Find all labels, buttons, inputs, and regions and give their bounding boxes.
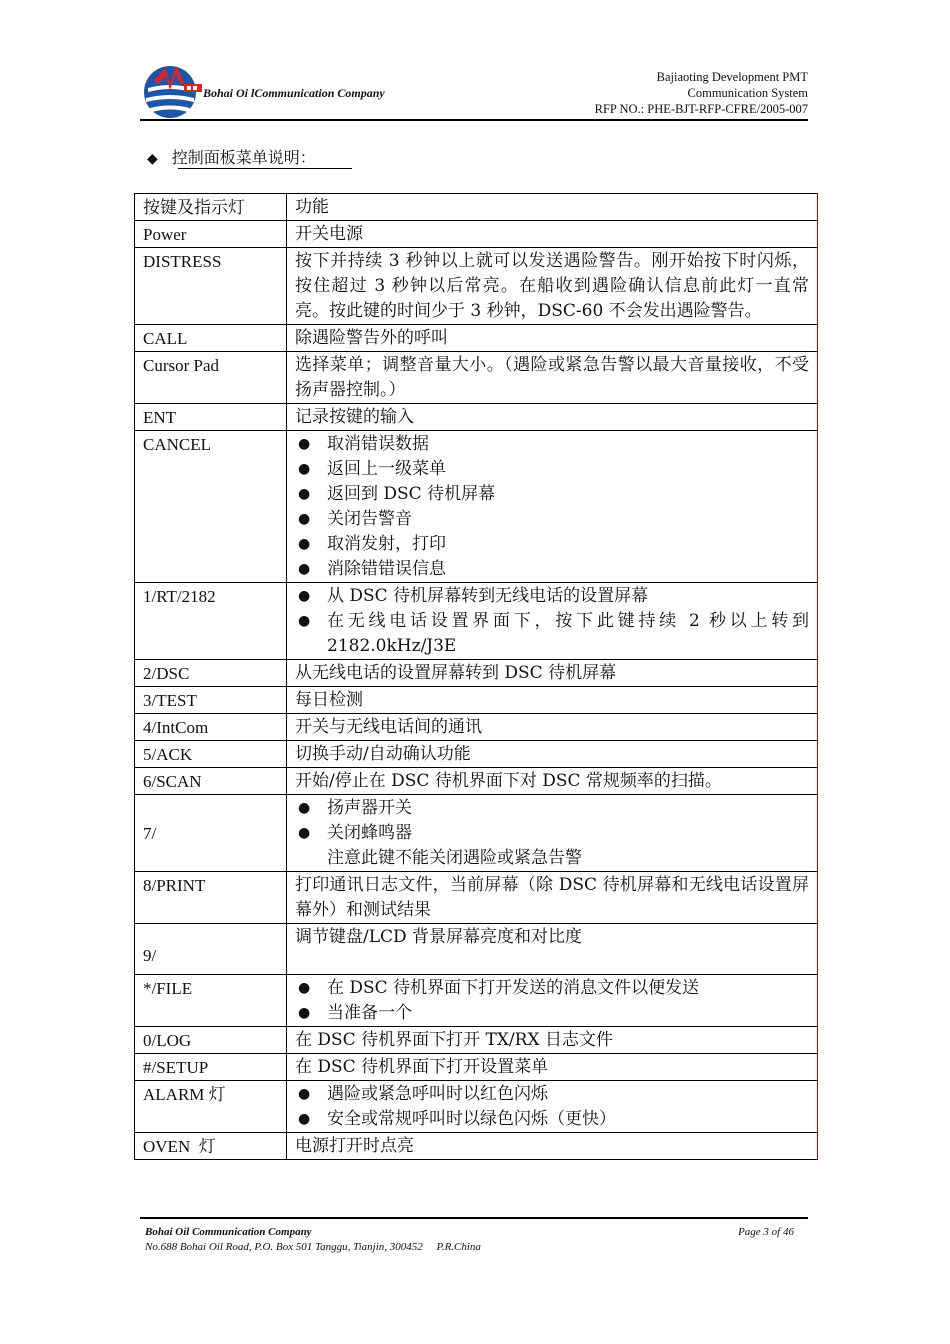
section-title-underline <box>178 168 352 169</box>
table-row <box>135 248 818 325</box>
list-item: ● 取消发射，打印 <box>295 532 809 557</box>
table-row <box>135 583 818 660</box>
bullet-list <box>295 1082 809 1132</box>
table-row <box>135 768 818 795</box>
table-row <box>135 741 818 768</box>
control-panel-table <box>134 193 818 1160</box>
row-key: CALL <box>135 325 287 352</box>
row-key: 2/DSC <box>135 660 287 687</box>
column-header-key: 按键及指示灯 <box>135 194 287 221</box>
row-key: 7/ <box>135 795 287 872</box>
table-row <box>135 1081 818 1133</box>
header-system: Communication System <box>687 86 808 100</box>
row-function: 记录按键的输入 <box>287 404 818 431</box>
table-row <box>135 714 818 741</box>
table-row <box>135 1027 818 1054</box>
row-function: 选择菜单；调整音量大小。（遇险或紧急告警以最大音量接收，不受扬声器控制。） <box>287 352 818 404</box>
list-item: ● 返回上一级菜单 <box>295 457 809 482</box>
table-row <box>135 1054 818 1081</box>
row-function <box>287 1081 818 1133</box>
note-text: 注意此键不能关闭遇险或紧急告警 <box>327 848 582 868</box>
table-row <box>135 975 818 1027</box>
list-item: ● 遇险或紧急呼叫时以红色闪烁 <box>295 1082 809 1107</box>
row-key: DISTRESS <box>135 248 287 325</box>
row-function: 调节键盘/LCD 背景屏幕亮度和对比度 <box>287 924 818 975</box>
table-row <box>135 352 818 404</box>
row-key: 5/ACK <box>135 741 287 768</box>
table-row <box>135 221 818 248</box>
row-key: 1/RT/2182 <box>135 583 287 660</box>
row-key: 6/SCAN <box>135 768 287 795</box>
row-function: 在 DSC 待机界面下打开设置菜单 <box>287 1054 818 1081</box>
table-row <box>135 687 818 714</box>
footer-divider <box>140 1217 808 1219</box>
diamond-bullet-icon: ◆ <box>147 151 158 167</box>
footer-address: No.688 Bohai Oil Road, P.O. Box 501 Tanggu, Tianjin, 300452 P.R.China <box>145 1241 481 1253</box>
list-item: ● 取消错误数据 <box>295 432 809 457</box>
company-logo-icon <box>140 62 202 120</box>
list-item: ● 关闭蜂鸣器 <box>295 821 809 846</box>
row-function: 打印通讯日志文件，当前屏幕（除 DSC 待机屏幕和无线电话设置屏幕外）和测试结果 <box>287 872 818 924</box>
row-key: OVEN 灯 <box>135 1133 287 1160</box>
table-row <box>135 431 818 583</box>
footer-company-name: Bohai Oil Communication Company <box>145 1226 312 1238</box>
row-function: 除遇险警告外的呼叫 <box>287 325 818 352</box>
section-heading <box>147 145 316 168</box>
list-item: ● 从 DSC 待机屏幕转到无线电话的设置屏幕 <box>295 584 809 609</box>
table-row <box>135 872 818 924</box>
row-function <box>287 583 818 660</box>
list-item: ● 在无线电话设置界面下，按下此键持续 2 秒以上转到 2182.0kHz/J3E <box>295 609 809 659</box>
header-project: Bajiaoting Development PMT <box>656 70 808 84</box>
row-function <box>287 431 818 583</box>
row-function <box>287 975 818 1027</box>
row-function: 开始/停止在 DSC 待机界面下对 DSC 常规频率的扫描。 <box>287 768 818 795</box>
row-key: CANCEL <box>135 431 287 583</box>
row-key: Power <box>135 221 287 248</box>
header-project-info <box>595 69 808 117</box>
bullet-list <box>295 796 809 846</box>
row-function: 每日检测 <box>287 687 818 714</box>
list-item: ● 关闭告警音 <box>295 507 809 532</box>
header-company-name: Bohai Oi lCommunication Company <box>203 86 385 100</box>
bullet-list <box>295 584 809 659</box>
column-header-function: 功能 <box>287 194 818 221</box>
section-title: 控制面板菜单说明： <box>171 148 316 167</box>
table-row <box>135 924 818 975</box>
row-function: 电源打开时点亮 <box>287 1133 818 1160</box>
row-key: 3/TEST <box>135 687 287 714</box>
list-item: ● 消除错错误信息 <box>295 557 809 582</box>
row-function: 在 DSC 待机界面下打开 TX/RX 日志文件 <box>287 1027 818 1054</box>
row-function: 按下并持续 3 秒钟以上就可以发送遇险警告。刚开始按下时闪烁，按住超过 3 秒钟以后常亮。在船收到遇险确认信息前此灯一直常亮。按此键的时间少于 3 秒钟，DSC-60 不会发出遇险警告。 <box>287 248 818 325</box>
page-number: Page 3 of 46 <box>738 1226 794 1238</box>
list-item: ● 在 DSC 待机界面下打开发送的消息文件以便发送 <box>295 976 809 1001</box>
row-function: 从无线电话的设置屏幕转到 DSC 待机屏幕 <box>287 660 818 687</box>
row-key: #/SETUP <box>135 1054 287 1081</box>
row-key: ENT <box>135 404 287 431</box>
row-function: 开关电源 <box>287 221 818 248</box>
header-divider <box>140 119 808 121</box>
table-row <box>135 1133 818 1160</box>
row-function <box>287 795 818 872</box>
row-function: 切换手动/自动确认功能 <box>287 741 818 768</box>
list-item: ● 当准备一个 <box>295 1001 809 1026</box>
row-key: 0/LOG <box>135 1027 287 1054</box>
table-row <box>135 404 818 431</box>
row-function: 开关与无线电话间的通讯 <box>287 714 818 741</box>
table-row <box>135 325 818 352</box>
header-rfp-number: RFP NO.: PHE-BJT-RFP-CFRE/2005-007 <box>594 102 808 116</box>
row-key: */FILE <box>135 975 287 1027</box>
list-item: ● 扬声器开关 <box>295 796 809 821</box>
list-item: ● 安全或常规呼叫时以绿色闪烁（更快） <box>295 1107 809 1132</box>
table-row <box>135 795 818 872</box>
table-row <box>135 660 818 687</box>
row-key: ALARM 灯 <box>135 1081 287 1133</box>
list-item: ● 返回到 DSC 待机屏幕 <box>295 482 809 507</box>
row-key: 9/ <box>135 924 287 975</box>
bullet-list <box>295 976 809 1026</box>
row-key: 8/PRINT <box>135 872 287 924</box>
table-header-row <box>135 194 818 221</box>
row-key: 4/IntCom <box>135 714 287 741</box>
bullet-list <box>295 432 809 582</box>
row-key: Cursor Pad <box>135 352 287 404</box>
